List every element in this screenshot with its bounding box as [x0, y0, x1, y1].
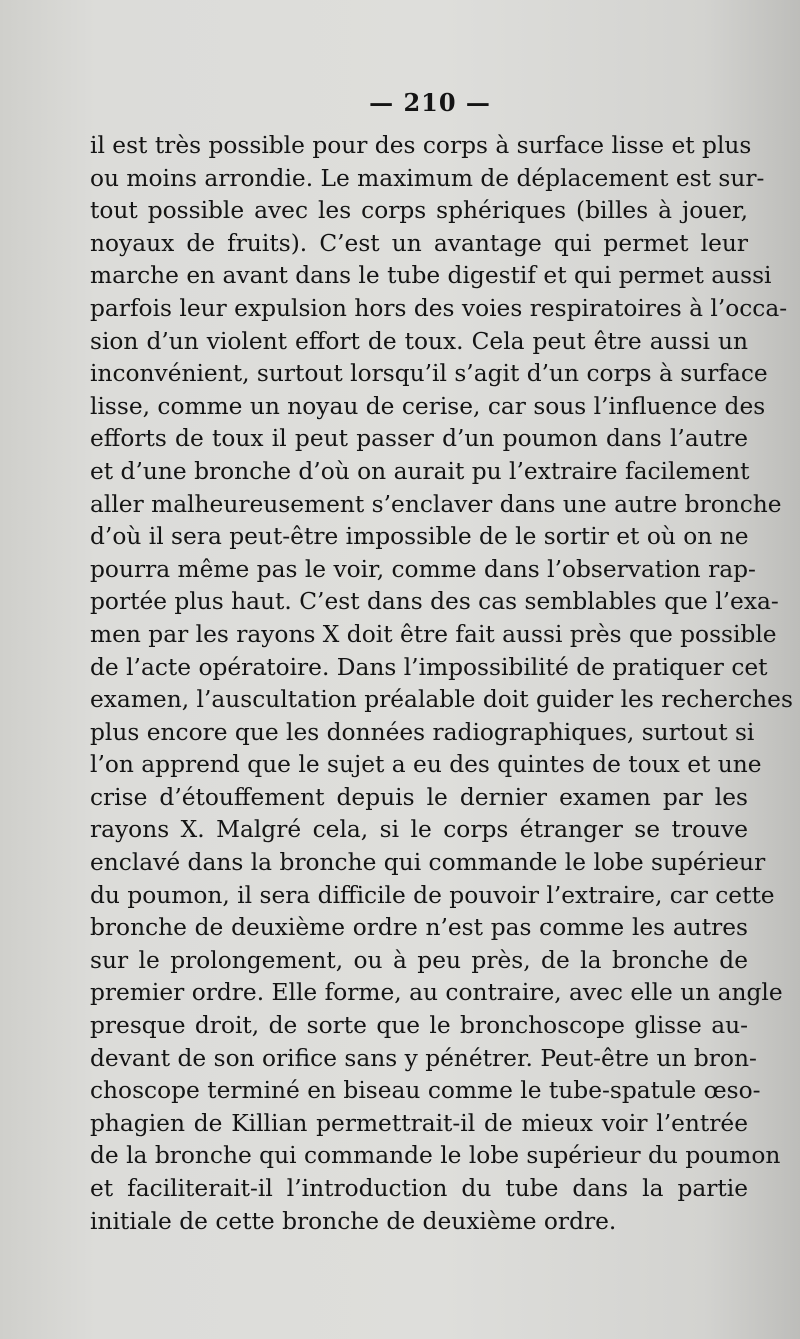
- text-line: l’on apprend que le sujet a eu des quintes de toux et une: [90, 751, 762, 779]
- text-line: noyaux de fruits). C’est un avantage qui permet leur: [90, 229, 748, 257]
- text-line: aller malheureusement s’enclaver dans une autre bronche: [90, 490, 782, 518]
- text-line: sur le prolongement, ou à peu près, de la bronche de: [90, 946, 748, 974]
- text-line: bronche de deuxième ordre n’est pas comme les autres: [90, 914, 748, 942]
- page-number: — 210 —: [369, 88, 491, 117]
- text-line: phagien de Killian permettrait-il de mieux voir l’entrée: [90, 1109, 748, 1137]
- text-line: d’où il sera peut-être impossible de le sortir et où on ne: [90, 523, 749, 551]
- body-paragraph: [90, 130, 793, 1238]
- text-line: de l’acte opératoire. Dans l’impossibilité de pratiquer cet: [90, 653, 768, 681]
- text-line: efforts de toux il peut passer d’un poumon dans l’autre: [90, 425, 748, 453]
- text-line: portée plus haut. C’est dans des cas semblables que l’exa-: [90, 588, 779, 616]
- text-line: choscope terminé en biseau comme le tube-spatule œso-: [90, 1077, 761, 1105]
- text-line: tout possible avec les corps sphériques (billes à jouer,: [90, 197, 748, 225]
- text-line: rayons X. Malgré cela, si le corps étranger se trouve: [90, 816, 748, 844]
- text-line: et d’une bronche d’où on aurait pu l’extraire facilement: [90, 457, 750, 485]
- text-line: de la bronche qui commande le lobe supérieur du poumon: [90, 1142, 781, 1170]
- text-line: men par les rayons X doit être fait aussi près que possible: [90, 620, 777, 648]
- text-line: presque droit, de sorte que le bronchoscope glisse au-: [90, 1012, 748, 1040]
- text-line: initiale de cette bronche de deuxième ordre.: [90, 1207, 617, 1235]
- text-line: enclavé dans la bronche qui commande le lobe supérieur: [90, 849, 766, 877]
- text-line: plus encore que les données radiographiques, surtout si: [90, 718, 755, 746]
- text-line: il est très possible pour des corps à surface lisse et plus: [90, 132, 752, 159]
- text-line: et faciliterait-il l’introduction du tube dans la partie: [90, 1175, 748, 1202]
- text-line: premier ordre. Elle forme, au contraire, avec elle un angle: [90, 979, 783, 1007]
- text-line: devant de son orifice sans y pénétrer. Peut-être un bron-: [90, 1044, 757, 1072]
- text-line: pourra même pas le voir, comme dans l’observation rap-: [90, 555, 756, 583]
- text-line: examen, l’auscultation préalable doit guider les recherches: [90, 686, 793, 714]
- text-line: ou moins arrondie. Le maximum de déplacement est sur-: [90, 164, 765, 192]
- text-line: du poumon, il sera difficile de pouvoir l’extraire, car cette: [90, 881, 775, 909]
- text-line: marche en avant dans le tube digestif et qui permet aussi: [90, 262, 772, 290]
- text-line: crise d’étouffement depuis le dernier examen par les: [90, 783, 748, 811]
- text-line: inconvénient, surtout lorsqu’il s’agit d’un corps à surface: [90, 360, 768, 388]
- text-line: lisse, comme un noyau de cerise, car sous l’influence des: [90, 392, 766, 420]
- text-line: parfois leur expulsion hors des voies respiratoires à l’occa-: [90, 294, 788, 322]
- text-line: sion d’un violent effort de toux. Cela peut être aussi un: [90, 327, 748, 355]
